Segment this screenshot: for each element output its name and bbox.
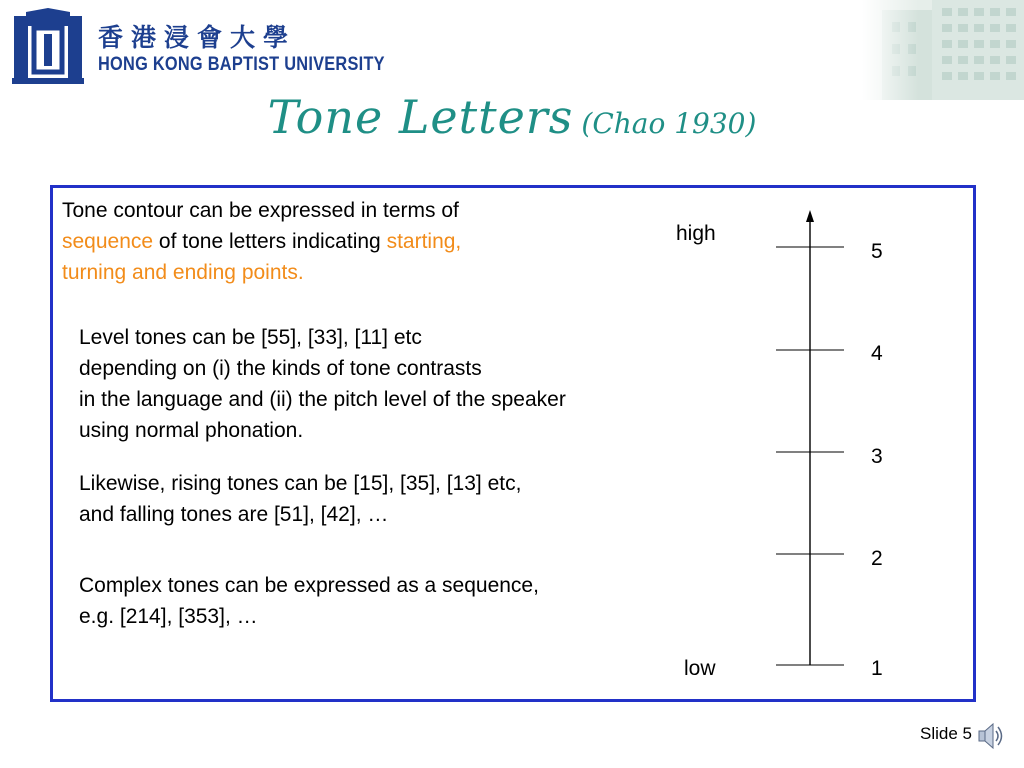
complex-tones-paragraph bbox=[79, 570, 539, 632]
scale-label-low: low bbox=[684, 657, 716, 680]
complex-tones-line: Complex tones can be expressed as a sequence, bbox=[79, 574, 539, 597]
level-tones-line: using normal phonation. bbox=[79, 419, 304, 442]
scale-arrow-head bbox=[806, 210, 814, 222]
scale-level-2: 2 bbox=[871, 547, 883, 570]
title-main: Tone Letters bbox=[267, 90, 574, 144]
highlight-sequence: sequence bbox=[62, 230, 154, 253]
complex-tones-line: e.g. [214], [353], … bbox=[79, 605, 258, 628]
falling-tones-line: and falling tones are [51], [42], … bbox=[79, 503, 389, 526]
university-chinese-name: 香港浸會大學 bbox=[98, 23, 297, 52]
highlight-turning-ending: turning and ending points. bbox=[62, 261, 304, 284]
university-english-name: HONG KONG BAPTIST UNIVERSITY bbox=[98, 54, 385, 75]
speaker-icon[interactable] bbox=[975, 720, 1003, 752]
intro-line-2-text: of tone letters indicating bbox=[153, 230, 387, 253]
intro-line-2 bbox=[62, 226, 461, 257]
scale-level-4: 4 bbox=[871, 342, 883, 365]
level-tones-line: depending on (i) the kinds of tone contrasts bbox=[79, 357, 482, 380]
intro-line-1: Tone contour can be expressed in terms of bbox=[62, 199, 459, 222]
scale-level-3: 3 bbox=[871, 445, 883, 468]
level-tones-line: in the language and (ii) the pitch level of the speaker bbox=[79, 388, 566, 411]
scale-level-5: 5 bbox=[871, 240, 883, 263]
highlight-starting: starting, bbox=[386, 230, 462, 253]
rising-falling-tones-paragraph bbox=[79, 468, 521, 530]
hkbu-crest-icon bbox=[12, 8, 84, 84]
intro-paragraph bbox=[62, 195, 461, 288]
level-tones-paragraph bbox=[79, 322, 566, 446]
slide-title bbox=[0, 90, 1024, 144]
slide-number: Slide 5 bbox=[920, 724, 972, 743]
tone-letter-scale bbox=[760, 200, 870, 680]
rising-tones-line: Likewise, rising tones can be [15], [35], [13] etc, bbox=[79, 472, 522, 495]
title-citation: (Chao 1930) bbox=[581, 107, 757, 140]
scale-level-1: 1 bbox=[871, 657, 883, 680]
level-tones-line: Level tones can be [55], [33], [11] etc bbox=[79, 326, 422, 349]
campus-building-image bbox=[862, 0, 1024, 100]
scale-label-high: high bbox=[676, 222, 716, 245]
